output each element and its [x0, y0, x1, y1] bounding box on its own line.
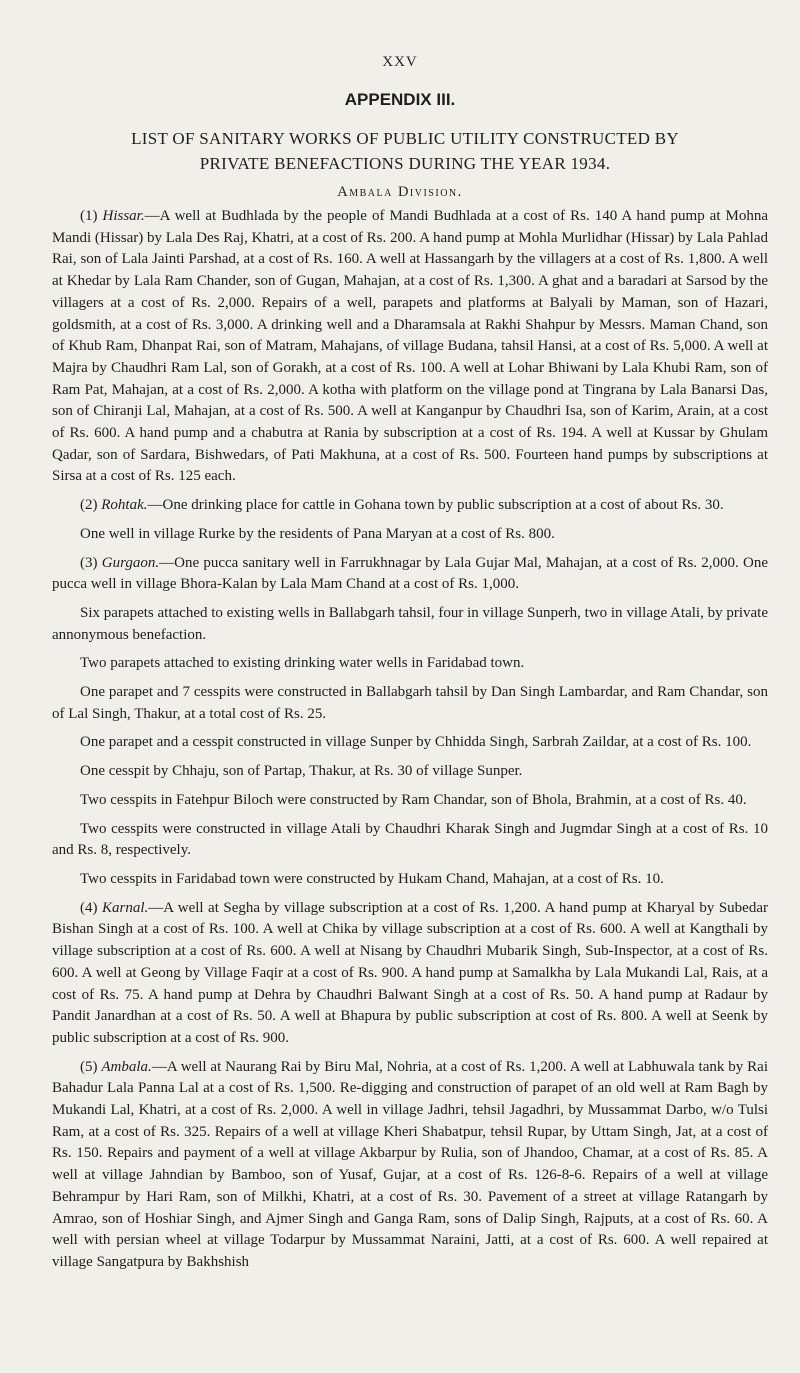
document-body [52, 206, 768, 1274]
paragraph-text: Six parapets attached to existing wells in Ballabgarh tahsil, four in village Sunperh, two in village Atali, by private annonymous benefaction. [52, 604, 768, 643]
item-number: (4) [80, 899, 102, 916]
paragraph [52, 553, 768, 596]
page-number: XXV [382, 54, 418, 70]
title-line: LIST OF SANITARY WORKS OF PUBLIC UTILITY CONSTRUCTED BY [131, 129, 679, 148]
paragraph [52, 206, 768, 488]
paragraph-text: Two cesspits in Faridabad town were constructed by Hukam Chand, Mahajan, at a cost of Rs. 10. [80, 870, 664, 887]
paragraph [52, 653, 768, 675]
item-number: (3) [80, 554, 102, 571]
paragraph [52, 869, 768, 891]
district-name: Ambala. [101, 1058, 152, 1075]
paragraph [52, 682, 768, 725]
item-number: (5) [80, 1058, 102, 1075]
paragraph-text: One well in village Rurke by the residents of Pana Maryan at a cost of Rs. 800. [80, 525, 555, 542]
paragraph [52, 732, 768, 754]
paragraph-text: —A well at Naurang Rai by Biru Mal, Nohria, at a cost of Rs. 1,200. A well at Labhuwala tank by Rai Bahadur Lala Panna Lal at a cost of Rs. 1,500. Re-digging and construction of parapet of an old well at Ram Bagh by Mukandi Lal, Khatri, at a cost of Rs. 2,000. A well in village Jadhri, tehsil Jagadhri, by Mussammat Darbo, w/o Tulsi Ram, at a cost of Rs. 325. Repairs of a well at village Kheri Shabatpur, tehsil Rupar, by Uttam Singh, Jat, at a cost of Rs. 150. Repairs and payment of a well at village Akbarpur by Rulia, son of Jhandoo, Chamar, at a cost of Rs. 85. A well at village Jahndian by Bamboo, son of Yusaf, Gujar, at a cost of Rs. 126-8-6. Repairs of a well at village Behrampur by Hari Ram, son of Milkhi, Khatri, at a cost of Rs. 30. Pavement of a street at village Ratangarh by Amrao, son of Hoshiar Singh, and Ajmer Singh and Ganga Ram, sons of Dalip Singh, Rajputs, at a cost of Rs. 60. A well with persian wheel at village Todarpur by Mussammat Naraini, Jatti, at a cost of Rs. 600. A well repaired at village Sangatpura by Bakhshish [52, 1058, 768, 1270]
paragraph [52, 898, 768, 1050]
paragraph-text: One parapet and 7 cesspits were constructed in Ballabgarh tahsil by Dan Singh Lambardar, and Ram Chandar, son of Lal Singh, Thakur, at a total cost of Rs. 25. [52, 684, 768, 722]
document-title [40, 126, 770, 176]
title-line: PRIVATE BENEFACTIONS DURING THE YEAR 1934. [199, 154, 611, 173]
paragraph [52, 761, 768, 783]
item-number: (1) [80, 208, 103, 224]
item-number: (2) [80, 497, 102, 514]
district-name: Karnal. [101, 899, 149, 916]
paragraph-text: —One pucca sanitary well in Farrukhnagar by Lala Gujar Mal, Mahajan, at a cost of Rs. 2,000. One pucca well in village Bhora-Kalan by Lala Mam Chand at a cost of Rs. 1,000. [52, 554, 768, 593]
district-name: Gurgaon. [101, 554, 160, 571]
appendix-heading: APPENDIX III. [344, 90, 456, 109]
paragraph [52, 819, 768, 862]
paragraph-text: One cesspit by Chhaju, son of Partap, Thakur, at Rs. 30 of village Sunper. [80, 763, 523, 780]
paragraph [52, 1057, 768, 1274]
paragraph-text: Two cesspits were constructed in village Atali by Chaudhri Kharak Singh and Jugmdar Singh at a cost of Rs. 10 and Rs. 8, respectively. [52, 820, 768, 859]
paragraph-text: Two parapets attached to existing drinking water wells in Faridabad town. [80, 655, 525, 672]
paragraph-text: Two cesspits in Fatehpur Biloch were constructed by Ram Chandar, son of Bhola, Brahmin, at a cost of Rs. 40. [80, 791, 747, 808]
paragraph-text: —A well at Budhlada by the people of Mandi Budhlada at a cost of Rs. 140 A hand pump at Mohna Mandi (Hissar) by Lala Des Raj, Khatri, at a cost of Rs. 200. A hand pump at Mohla Murlidhar (Hissar) by Lala Pahlad Rai, son of Lala Jainti Parshad, at a cost of Rs. 160. A well at Hassangarh by the villagers at a cost of Rs. 1,800. A well at Khedar by Lala Ram Chander, son of Gugan, Mahajan, at a cost of Rs. 1,300. A ghat and a baradari at Sarsod by the villagers at a cost of Rs. 2,000. Repairs of a well, parapets and platforms at Balyali by Maman, son of Hazari, goldsmith, at a cost of Rs. 3,000. A drinking well and a Dharamsala at Rakhi Shahpur by Messrs. Maman Chand, son of Khub Ram, Dhanpat Rai, son of Matram, Mahajans, of village Budana, tahsil Hansi, at a cost of Rs. 5,000. A well at Majra by Chaudhri Ram Lal, son of Gorakh, at a cost of Rs. 100. A well at Lohar Bhiwani by Lala Khubi Ram, son of Ram Pat, Mahajan, at a cost of Rs. 2,000. A kotha with platform on the village pond at Tingrana by Lala Banarsi Das, son of Chiranji Lal, Mahajan, at a cost of Rs. 500. A well at Kanganpur by Chaudhri Isa, son of Karim, Arain, at a cost of Rs. 600. A hand pump and a chabutra at Rania by subscription at a cost of Rs. 194. A well at Kussar by Ghulam Qadar, son of Sardara, Bishwedars, of Pati Makhuna, at a cost of Rs. 500. Fourteen hand pumps by subscriptions at Sirsa at a cost of Rs. 125 each. [52, 208, 768, 485]
district-name: Rohtak. [101, 497, 148, 514]
paragraph [52, 790, 768, 812]
paragraph [52, 603, 768, 646]
paragraph [52, 524, 768, 546]
paragraph-text: —A well at Segha by village subscription at a cost of Rs. 1,200. A hand pump at Kharyal by Subedar Bishan Singh at a cost of Rs. 100. A well at Chika by village subscription at a cost of Rs. 600. A well at Kangthali by village subscription at a cost of Rs. 600. A well at Nisang by Chaudhri Mubarik Singh, Sub-Inspector, at a cost of Rs. 600. A well at Geong by Village Faqir at a cost of Rs. 900. A hand pump at Samalkha by Lala Mukandi Lal, Rais, at a cost of Rs. 75. A hand pump at Dehra by Chaudhri Balwant Singh at a cost of Rs. 50. A hand pump at Radaur by Pandit Janardhan at a cost of Rs. 50. A well at Bhapura by public subscription at cost of Rs. 800. A well at Seenk by public subscription at a cost of Rs. 900. [52, 899, 768, 1046]
division-heading: Ambala Division. [337, 184, 463, 200]
paragraph-text: One parapet and a cesspit constructed in village Sunper by Chhidda Singh, Sarbrah Zaildar, at a cost of Rs. 100. [80, 734, 752, 751]
district-name: Hissar. [102, 208, 145, 224]
paragraph [52, 495, 768, 517]
paragraph-text: —One drinking place for cattle in Gohana town by public subscription at a cost of about Rs. 30. [147, 497, 724, 514]
